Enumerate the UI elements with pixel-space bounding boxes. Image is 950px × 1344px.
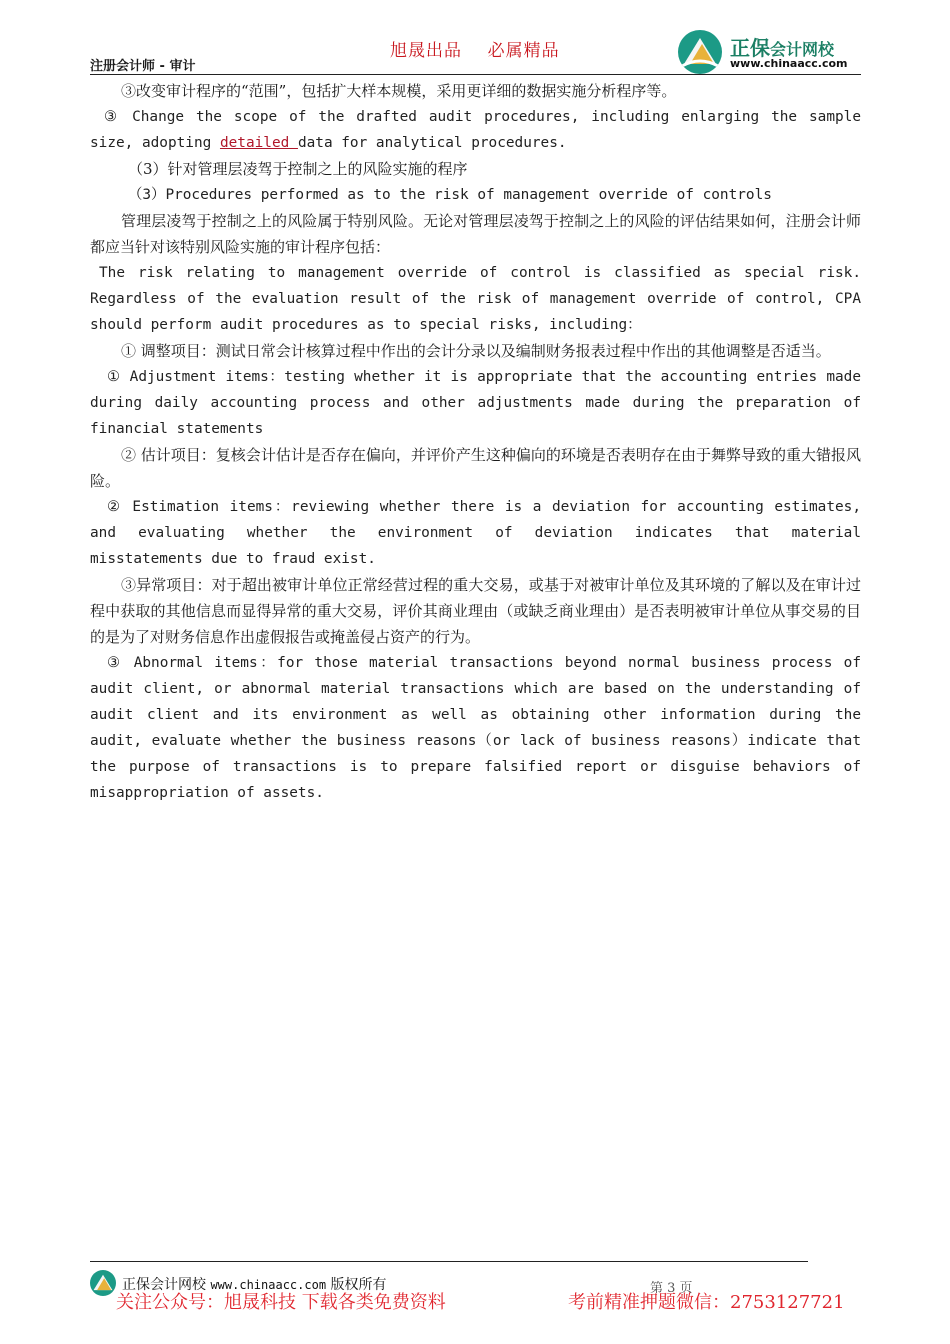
heading-override-en: （3）Procedures performed as to the risk of management override of controls: [128, 187, 772, 203]
paragraph-special-risk-en: The risk relating to management override of control is classified as special risk. Regardless of the evaluation result of the risk of management override of control, CPA should perform audit procedures as to special risks, including：: [90, 265, 861, 333]
header-slogan: 旭晟出品 必属精品: [390, 41, 560, 61]
footer-logo-icon: [90, 1270, 116, 1296]
paragraph-abnormal-zh: ③异常项目：对于超出被审计单位正常经营过程的重大交易，或基于对被审计单位及其环境的了解以及在审计过程中获取的其他信息而显得异常的重大交易，评价其商业理由（或缺乏商业理由）是否表明被审计单位从事交易的目的是为了对财务信息作出虚假报告或掩盖侵占资产的行为。: [90, 576, 861, 646]
logo-mark-icon: [678, 30, 722, 74]
promo-wechat-contact: 考前精准押题微信：2753127721: [568, 1292, 845, 1313]
header-divider: [90, 74, 861, 75]
paragraph-estimation-zh: ② 估计项目：复核会计估计是否存在偏向，并评价产生这种偏向的环境是否表明存在由于舞弊导致的重大错报风险。: [90, 446, 861, 490]
logo-name: 正保会计网校: [730, 36, 835, 60]
heading-override-zh: （3）针对管理层凌驾于控制之上的风险实施的程序: [128, 160, 468, 178]
page-number: 第 3 页: [650, 1281, 693, 1296]
paragraph-scope-en: ③ Change the scope of the drafted audit procedures, including enlarging the sample size, adopting detailed data for analytical procedures.: [90, 109, 861, 151]
detailed-link[interactable]: detailed: [219, 135, 298, 151]
promo-wechat-account: 关注公众号：旭晟科技 下载各类免费资料: [116, 1292, 446, 1313]
paragraph-adjustment-en: ① Adjustment items：testing whether it is appropriate that the accounting entries made during daily accounting process and other adjustments made during the preparation of financial statements: [90, 369, 861, 437]
brand-logo: [678, 30, 858, 74]
footer-copyright: 正保会计网校 www.chinaacc.com 版权所有: [122, 1277, 387, 1293]
paragraph-abnormal-en: ③ Abnormal items：for those material transactions beyond normal business process of audit client, or abnormal material transactions which are based on the understanding of audit client and its environment as well as obtaining other information during the audit, evaluate whether the business reasons（or lack of business reasons）indicate that the purpose of transactions is to prepare falsified report or disguise behaviors of misappropriation of assets.: [90, 655, 861, 801]
document-body: [90, 78, 861, 806]
paragraph-scope-zh: ③改变审计程序的“范围”，包括扩大样本规模，采用更详细的数据实施分析程序等。: [121, 82, 677, 100]
paragraph-special-risk-zh: 管理层凌驾于控制之上的风险属于特别风险。无论对管理层凌驾于控制之上的风险的评估结果如何，注册会计师都应当针对该特别风险实施的审计程序包括：: [90, 212, 861, 256]
logo-url: www.chinaacc.com: [730, 57, 848, 70]
document-header-title: 注册会计师 - 审计: [90, 59, 196, 74]
paragraph-adjustment-zh: ① 调整项目：测试日常会计核算过程中作出的会计分录以及编制财务报表过程中作出的其他调整是否适当。: [121, 342, 831, 360]
footer-divider: [90, 1261, 808, 1262]
paragraph-estimation-en: ② Estimation items：reviewing whether there is a deviation for accounting estimates, and evaluating whether the environment of deviation indicates that material misstatements due to fraud exist.: [90, 499, 861, 567]
